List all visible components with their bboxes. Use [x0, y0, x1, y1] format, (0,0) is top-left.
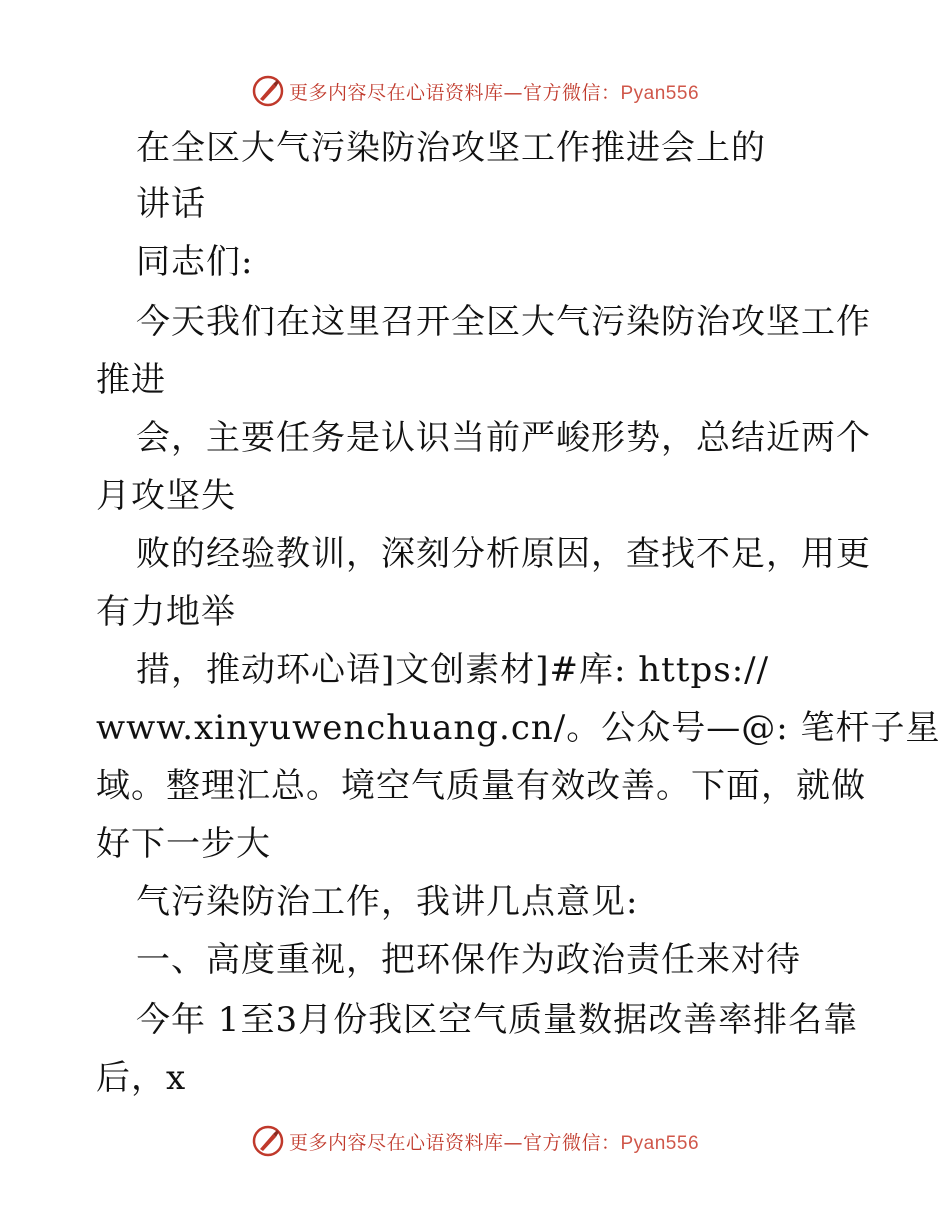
footer-banner-wechat-id: Pyan556	[620, 1132, 700, 1154]
doc-line: 会，主要任务是认识当前严峻形势，总结近两个	[136, 418, 871, 458]
doc-line: www.xinyuwenchuang.cn/。公众号—@: 笔杆子星	[96, 708, 941, 748]
doc-line: 月攻坚失	[96, 476, 236, 516]
doc-line: 今天我们在这里召开全区大气污染防治攻坚工作	[136, 302, 871, 342]
footer-banner-text	[289, 1128, 699, 1155]
doc-line: 败的经验教训，深刻分析原因，查找不足，用更	[136, 534, 871, 574]
footer-banner-cjk: 更多内容尽在心语资料库—官方微信：	[288, 1131, 621, 1154]
section-heading: 一、高度重视，把环保作为政治责任来对待	[136, 940, 801, 980]
doc-line: 后，x	[96, 1058, 187, 1098]
doc-line: 气污染防治工作，我讲几点意见:	[136, 882, 639, 922]
header-banner-text	[289, 78, 699, 105]
pen-logo-icon	[251, 74, 285, 108]
doc-line: 讲话	[136, 184, 206, 224]
header-banner	[0, 71, 950, 111]
doc-line: 有力地举	[96, 592, 236, 632]
doc-line: 措，推动环心语]文创素材]#库: https://	[136, 650, 770, 690]
doc-line: 同志们:	[136, 242, 254, 282]
footer-banner	[0, 1121, 950, 1161]
doc-line: 好下一步大	[96, 824, 271, 864]
header-banner-wechat-id: Pyan556	[620, 82, 700, 104]
doc-line: 推进	[96, 360, 166, 400]
doc-line: 今年 1至3月份我区空气质量数据改善率排名靠	[136, 1000, 859, 1040]
header-banner-cjk: 更多内容尽在心语资料库—官方微信：	[288, 81, 621, 104]
pen-logo-icon	[251, 1124, 285, 1158]
doc-line: 在全区大气污染防治攻坚工作推进会上的	[136, 128, 766, 168]
doc-line: 域。整理汇总。境空气质量有效改善。下面，就做	[96, 766, 866, 806]
